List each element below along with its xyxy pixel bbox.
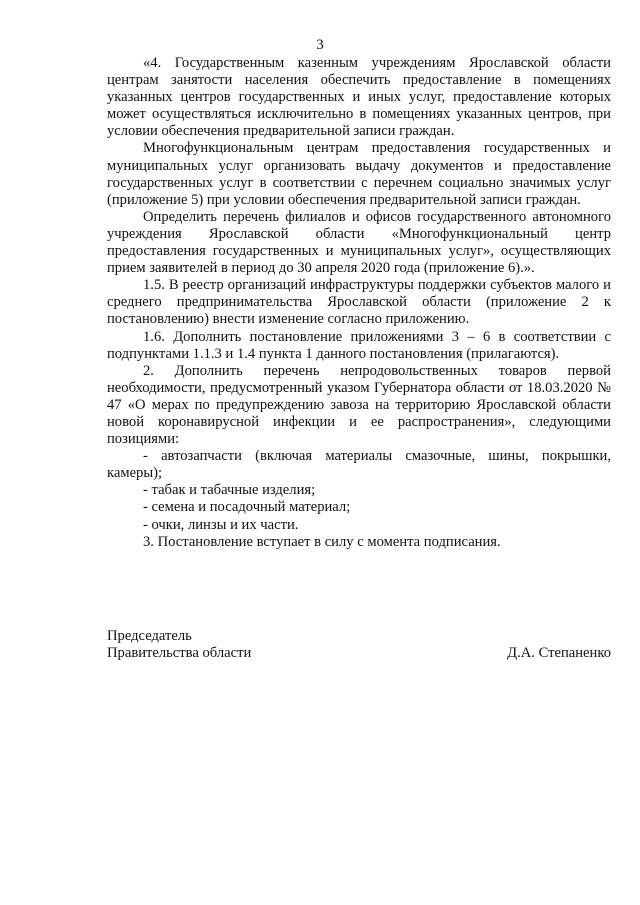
paragraph-mfc-services: Многофункциональным центрам предоставления государственных и муниципальных услуг организовать выдачу документов и предоставление государственных услуг в соответствии с перечнем социально значимых услуг (приложение 5) при условии обеспечения предварительной записи граждан.: [107, 140, 611, 208]
list-item-tobacco: - табак и табачные изделия;: [143, 482, 316, 499]
signatory-title-line1: Председатель: [107, 628, 192, 644]
signatory-name: Д.А. Степаненко: [507, 645, 611, 662]
list-item-auto-parts: - автозапчасти (включая материалы смазочные, шины, покрышки, камеры);: [107, 448, 611, 482]
paragraph-mfc-branches: Определить перечень филиалов и офисов государственного автономного учреждения Ярославской области «Многофункциональный центр предоставления государственных и муниципальных услуг», осуществляющих прием заявителей в период до 30 апреля 2020 года (приложение 6).».: [107, 208, 611, 277]
document-body: [107, 55, 611, 551]
paragraph-1-6: 1.6. Дополнить постановление приложениями 3 – 6 в соответствии с подпунктами 1.1.3 и 1.4 пункта 1 данного постановления (прилагаются).: [107, 328, 611, 362]
signature-block: [107, 628, 611, 662]
paragraph-3: 3. Постановление вступает в силу с момента подписания.: [143, 533, 501, 550]
paragraph-2: 2. Дополнить перечень непродовольственных товаров первой необходимости, предусмотренный указом Губернатора области от 18.03.2020 № 47 «О мерах по предупреждению завоза на территорию Ярославской области новой коронавирусной инфекции и ее распространения», следующими позициями:: [107, 362, 611, 448]
signature-row: [107, 645, 611, 662]
signatory-title-line2: Правительства области: [107, 645, 252, 662]
page-number: 3: [316, 37, 324, 53]
paragraph-item-4-centers: «4. Государственным казенным учреждениям Ярославской области центрам занятости населения обеспечить предоставление в помещениях указанных центров государственных и иных услуг, предоставление которых может осуществляться исключительно в помещениях указанных центров, при условии обеспечения предварительной записи граждан.: [107, 55, 611, 140]
list-item-glasses: - очки, линзы и их части.: [143, 516, 299, 533]
paragraph-1-5: 1.5. В реестр организаций инфраструктуры поддержки субъектов малого и среднего предпринимательства Ярославской области (приложение 2 к постановлению) внести изменение согласно приложению.: [107, 277, 611, 328]
list-item-seeds: - семена и посадочный материал;: [143, 499, 351, 516]
